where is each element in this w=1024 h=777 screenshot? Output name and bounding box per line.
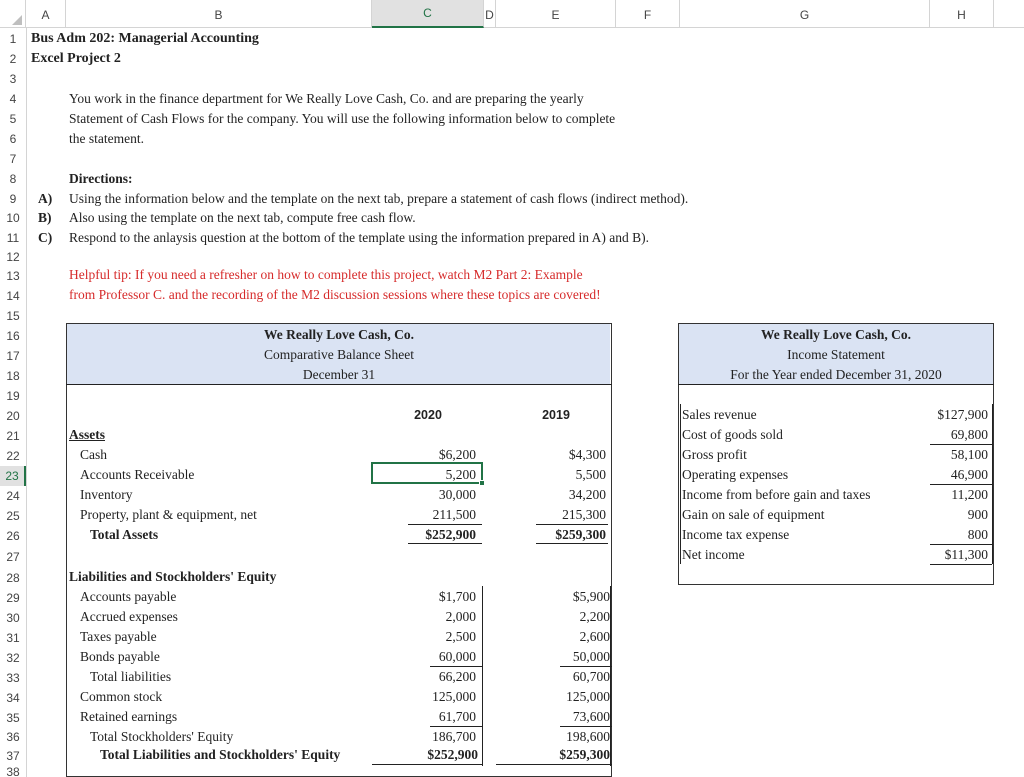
row-header-31[interactable]: 31	[6, 631, 20, 645]
bs-equity-2019: 73,600	[572, 709, 610, 724]
row-header-29[interactable]: 29	[6, 591, 20, 605]
row-header-33[interactable]: 33	[6, 671, 20, 685]
row-header-32[interactable]: 32	[6, 651, 20, 665]
bs-liability-2020: 2,500	[445, 629, 476, 644]
column-header-e[interactable]: E	[496, 0, 616, 28]
is-line-label: Operating expenses	[682, 467, 789, 482]
bs-equity-label: Retained earnings	[80, 709, 178, 724]
bs-liabilities-label: Liabilities and Stockholders' Equity	[69, 569, 277, 584]
column-header-c[interactable]: C	[372, 0, 484, 28]
fill-handle-icon[interactable]	[479, 480, 485, 486]
row-header-19[interactable]: 19	[6, 389, 20, 403]
bs-liability-2019: 2,600	[579, 629, 610, 644]
income-statement-header-rule	[678, 384, 994, 385]
bs-asset-label: Cash	[80, 447, 107, 462]
bs-total-assets-underline-2020	[408, 543, 482, 544]
bs-total-equity-2019: 198,600	[566, 729, 610, 744]
row-header-6[interactable]: 6	[9, 132, 17, 146]
is-line-label: Sales revenue	[682, 407, 757, 422]
is-line-value: 900	[967, 507, 988, 522]
select-all-corner[interactable]	[0, 0, 26, 28]
select-all-triangle-icon	[12, 15, 22, 25]
row-header-12[interactable]: 12	[6, 250, 20, 264]
is-line-value: 58,100	[950, 447, 988, 462]
row-header-11[interactable]: 11	[6, 231, 20, 245]
bs-asset-2019: 5,500	[575, 467, 606, 482]
bs-liability-2020: 60,000	[438, 649, 476, 664]
direction-text-c: Respond to the anlaysis question at the bottom of the template using the information prepared in A) and B).	[69, 230, 650, 245]
bs-liability-2020: $1,700	[438, 589, 476, 604]
row-header-22[interactable]: 22	[6, 449, 20, 463]
row-header-35[interactable]: 35	[6, 711, 20, 725]
bs-equity-underline-2019	[560, 726, 612, 727]
bs-total-assets-label: Total Assets	[90, 527, 159, 542]
bs-title: Comparative Balance Sheet	[264, 347, 414, 362]
workbook-subtitle: Excel Project 2	[31, 51, 121, 66]
column-header-bar	[0, 0, 1024, 28]
row-header-25[interactable]: 25	[6, 509, 20, 523]
row-header-24[interactable]: 24	[6, 489, 20, 503]
bs-date: December 31	[302, 367, 376, 382]
bs-total-le-2020: $252,900	[427, 747, 478, 762]
bs-equity-underline-2020	[430, 726, 482, 727]
row-header-18[interactable]: 18	[6, 369, 20, 383]
bs-liability-2020: 2,000	[445, 609, 476, 624]
bs-asset-label: Inventory	[80, 487, 133, 502]
row-header-34[interactable]: 34	[6, 691, 20, 705]
is-line-value: 46,900	[950, 467, 988, 482]
is-title: Income Statement	[787, 347, 885, 362]
row-header-5[interactable]: 5	[9, 112, 17, 126]
is-line-label: Income from before gain and taxes	[682, 487, 871, 502]
bs-column-e-rule	[610, 586, 611, 766]
bs-asset-2019: $4,300	[568, 447, 606, 462]
is-opex-underline	[930, 484, 992, 485]
is-cogs-underline	[930, 444, 992, 445]
is-line-label: Cost of goods sold	[682, 427, 783, 442]
bs-asset-2019: 34,200	[568, 487, 606, 502]
column-header-g[interactable]: G	[680, 0, 930, 28]
row-header-4[interactable]: 4	[9, 92, 17, 106]
active-cell-c23[interactable]	[371, 462, 483, 484]
tip-line-1: Helpful tip: If you need a refresher on how to complete this project, watch M2 Part 2: Example	[69, 267, 583, 282]
is-net-income-underline	[930, 564, 992, 565]
row-header-37[interactable]: 37	[6, 749, 20, 763]
row-header-9[interactable]: 9	[9, 191, 17, 206]
bs-liab-underline-2020	[430, 666, 482, 667]
bs-equity-label: Common stock	[80, 689, 163, 704]
row-header-27[interactable]: 27	[6, 550, 20, 564]
row-header-30[interactable]: 30	[6, 611, 20, 625]
bs-asset-label: Property, plant & equipment, net	[80, 507, 257, 522]
row-header-20[interactable]: 20	[6, 409, 20, 423]
bs-liability-label: Accounts payable	[80, 589, 177, 604]
tip-line-2: from Professor C. and the recording of the M2 discussion sessions where these topics are covered!	[69, 287, 601, 302]
row-header-23[interactable]: 23	[0, 466, 26, 486]
is-tax-underline	[930, 544, 992, 545]
is-line-label: Net income	[682, 547, 745, 562]
direction-letter-a: A)	[38, 191, 53, 206]
row-header-8[interactable]: 8	[9, 172, 17, 186]
row-header-divider	[26, 28, 27, 777]
bs-liability-2019: $5,900	[572, 589, 610, 604]
bs-liability-label: Accrued expenses	[80, 609, 178, 624]
is-line-label: Income tax expense	[682, 527, 790, 542]
bs-total-equity-label: Total Stockholders' Equity	[90, 729, 234, 744]
bs-asset-label: Accounts Receivable	[80, 467, 195, 482]
row-header-17[interactable]: 17	[6, 349, 20, 363]
row-header-36[interactable]: 36	[6, 730, 20, 744]
intro-line-1: You work in the finance department for We Really Love Cash, Co. and are preparing the yearly	[69, 91, 584, 106]
bs-total-liabilities-label: Total liabilities	[90, 669, 172, 684]
bs-equity-2020: 125,000	[432, 689, 476, 704]
row-header-38[interactable]: 38	[6, 764, 20, 777]
bs-assets-underline-2019	[536, 524, 608, 525]
column-header-a[interactable]: A	[26, 0, 66, 28]
row-header-28[interactable]: 28	[6, 571, 20, 585]
bs-assets-underline-2020	[408, 524, 482, 525]
row-header-7[interactable]: 7	[9, 152, 17, 166]
column-header-h[interactable]: H	[930, 0, 994, 28]
bs-total-assets-2020: $252,900	[425, 527, 476, 542]
bs-liab-underline-2019	[560, 666, 612, 667]
row-header-10[interactable]: 10	[6, 211, 20, 225]
intro-line-3: the statement.	[69, 131, 144, 146]
bs-year-2020: 2020	[414, 408, 442, 422]
row-header-26[interactable]: 26	[6, 529, 20, 543]
is-period: For the Year ended December 31, 2020	[730, 367, 942, 382]
bs-total-assets-underline-2019	[536, 543, 608, 544]
row-header-14[interactable]: 14	[6, 289, 20, 303]
bs-total-liabilities-2020: 66,200	[438, 669, 476, 684]
is-line-value: $127,900	[937, 407, 988, 422]
bs-liability-2019: 50,000	[572, 649, 610, 664]
bs-total-le-label: Total Liabilities and Stockholders' Equity	[100, 747, 341, 762]
income-statement-label-rule	[680, 404, 681, 564]
bs-company: We Really Love Cash, Co.	[264, 327, 414, 342]
bs-total-equity-2020: 186,700	[432, 729, 476, 744]
row-header-2[interactable]: 2	[9, 52, 17, 66]
is-line-value: 800	[967, 527, 988, 542]
row-header-1[interactable]: 1	[9, 32, 17, 46]
bs-total-le-underline-2020	[372, 764, 482, 765]
row-header-16[interactable]: 16	[6, 329, 20, 343]
direction-letter-c: C)	[38, 230, 53, 245]
column-header-d[interactable]: D	[484, 0, 496, 28]
bs-asset-2020: 211,500	[432, 507, 476, 522]
bs-column-c-rule	[482, 586, 483, 766]
directions-label: Directions:	[69, 171, 133, 186]
balance-sheet-header-rule	[66, 384, 612, 385]
bs-equity-2019: 125,000	[566, 689, 610, 704]
column-header-b[interactable]: B	[66, 0, 372, 28]
bs-total-le-2019: $259,300	[559, 747, 610, 762]
bs-assets-label: Assets	[69, 427, 105, 442]
direction-text-b: Also using the template on the next tab, compute free cash flow.	[69, 210, 416, 225]
bs-total-assets-2019: $259,300	[555, 527, 606, 542]
workbook-title: Bus Adm 202: Managerial Accounting	[31, 31, 259, 46]
bs-asset-2020[interactable]: 5,200	[445, 467, 476, 482]
row-header-13[interactable]: 13	[6, 269, 20, 283]
direction-text-a: Using the information below and the template on the next tab, prepare a statement of cash flows (indirect method).	[69, 191, 689, 206]
income-statement-value-rule	[992, 404, 993, 564]
intro-line-2: Statement of Cash Flows for the company. You will use the following information below to complete	[69, 111, 616, 126]
bs-equity-2020: 61,700	[438, 709, 476, 724]
row-header-3[interactable]: 3	[9, 72, 17, 86]
is-line-label: Gross profit	[682, 447, 747, 462]
bs-asset-2020: $6,200	[438, 447, 476, 462]
bs-liability-label: Bonds payable	[80, 649, 160, 664]
is-company: We Really Love Cash, Co.	[761, 327, 911, 342]
is-line-label: Gain on sale of equipment	[682, 507, 825, 522]
column-header-f[interactable]: F	[616, 0, 680, 28]
is-line-value: 11,200	[951, 487, 988, 502]
row-header-21[interactable]: 21	[6, 429, 20, 443]
is-line-value: 69,800	[950, 427, 988, 442]
bs-asset-2019: 215,300	[562, 507, 606, 522]
bs-asset-2020: 30,000	[438, 487, 476, 502]
bs-liability-2019: 2,200	[579, 609, 610, 624]
bs-year-2019: 2019	[542, 408, 570, 422]
bs-total-le-underline-2019	[496, 764, 612, 765]
direction-letter-b: B)	[38, 210, 52, 225]
bs-total-liabilities-2019: 60,700	[572, 669, 610, 684]
bs-liability-label: Taxes payable	[80, 629, 157, 644]
is-line-value: $11,300	[944, 547, 988, 562]
row-header-15[interactable]: 15	[6, 309, 20, 323]
